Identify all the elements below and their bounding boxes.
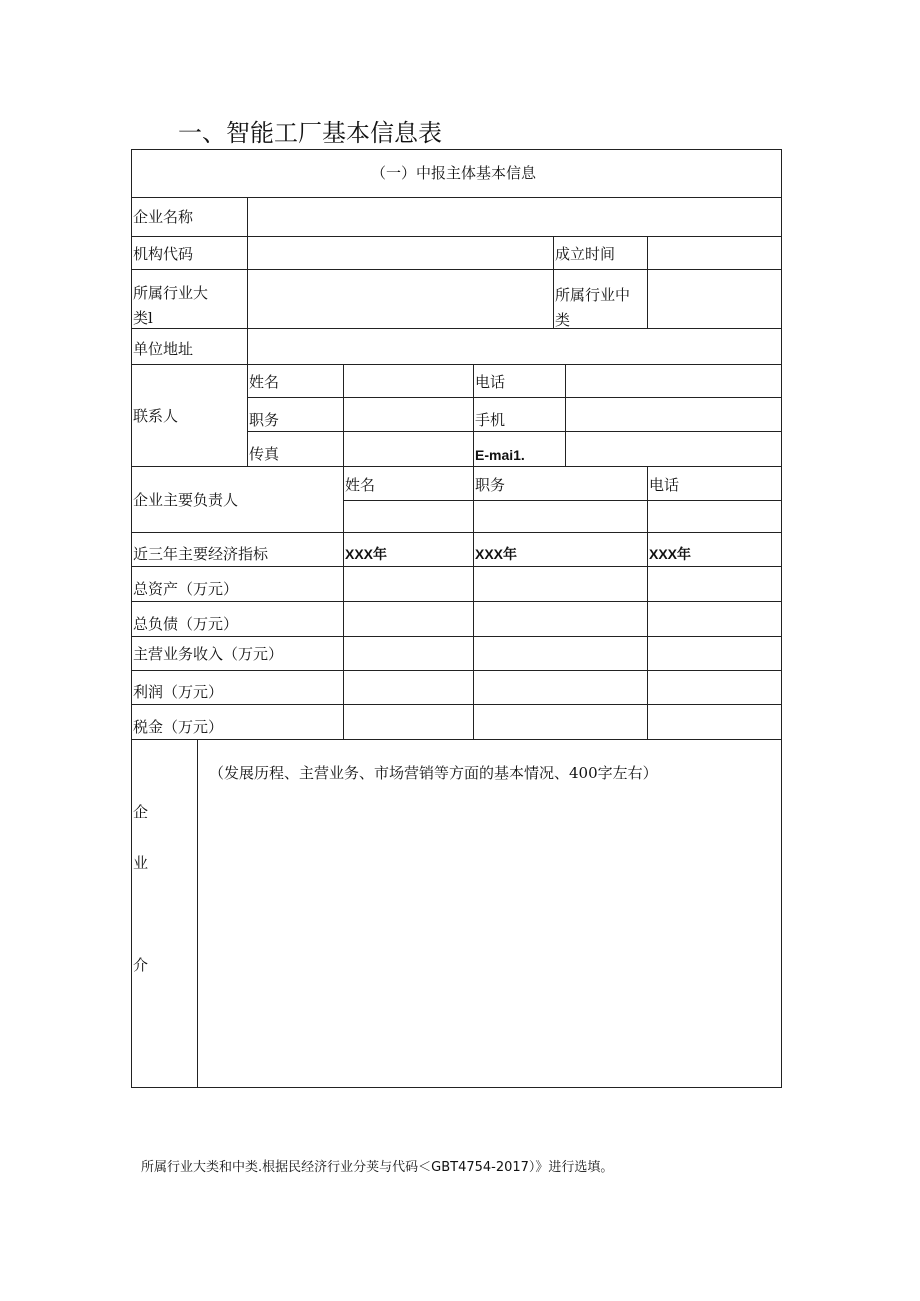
- row-divider: [247, 397, 782, 398]
- label-main-revenue: 主营业务收入（万元）: [133, 645, 284, 663]
- label-contact-mobile: 手机: [475, 411, 506, 429]
- row-divider: [247, 431, 782, 432]
- label-industry-mid: 所属行业中: [555, 286, 631, 304]
- intro-hint-text: （发展历程、主营业务、市场营销等方面的基本情况、400字左右）: [209, 764, 658, 782]
- label-contact: 联系人: [133, 407, 179, 425]
- section-header: （一）中报主体基本信息: [371, 164, 537, 182]
- row-divider: [131, 269, 782, 270]
- label-intro-char-2: 业: [133, 854, 149, 872]
- label-industry-major: 所属行业大: [133, 284, 209, 302]
- row-divider: [131, 601, 782, 602]
- label-tax: 税金（万元）: [133, 718, 224, 736]
- label-total-assets: 总资产（万元）: [133, 580, 239, 598]
- col-divider: [343, 466, 344, 740]
- row-divider: [131, 236, 782, 237]
- basic-info-form: [131, 149, 782, 1088]
- row-divider: [131, 328, 782, 329]
- table-border-left: [131, 149, 132, 1088]
- label-year-3: XXX年: [649, 546, 692, 562]
- label-profit: 利润（万元）: [133, 683, 224, 701]
- label-intro-char-1: 企: [133, 803, 149, 821]
- label-contact-email: E-mai1.: [475, 447, 525, 463]
- label-contact-position: 职务: [249, 411, 280, 429]
- row-divider: [343, 500, 782, 501]
- label-industry-major-cont: 类l: [133, 309, 153, 327]
- label-address: 单位地址: [133, 340, 194, 358]
- label-founded: 成立时间: [555, 245, 616, 263]
- col-divider: [647, 236, 648, 329]
- label-year-2: XXX年: [475, 546, 518, 562]
- table-border-right: [781, 149, 782, 1088]
- row-divider: [131, 197, 782, 198]
- col-divider: [647, 466, 648, 740]
- row-divider: [131, 364, 782, 365]
- row-divider: [131, 566, 782, 567]
- label-industry-mid-cont: 类: [555, 311, 571, 329]
- label-org-code: 机构代码: [133, 245, 194, 263]
- label-econ-indicators: 近三年主要经济指标: [133, 545, 269, 563]
- row-divider: [131, 636, 782, 637]
- row-divider: [131, 704, 782, 705]
- table-border-top: [131, 149, 782, 150]
- label-contact-name: 姓名: [249, 373, 280, 391]
- label-year-1: XXX年: [345, 546, 388, 562]
- page-title: 一、智能工厂基本信息表: [178, 119, 442, 147]
- label-contact-fax: 传真: [249, 445, 280, 463]
- label-leader: 企业主要负责人: [133, 491, 239, 509]
- col-divider: [197, 739, 198, 1088]
- label-leader-name: 姓名: [345, 476, 376, 494]
- col-divider: [473, 466, 474, 740]
- row-divider: [131, 739, 782, 740]
- col-divider: [565, 364, 566, 467]
- footnote: 所属行业大类和中类.根据民经济行业分荚与代码＜GBT4754-2017）》进行选填。: [141, 1160, 614, 1175]
- col-divider: [247, 197, 248, 365]
- label-total-liabilities: 总负债（万元）: [133, 615, 239, 633]
- label-company-name: 企业名称: [133, 208, 194, 226]
- row-divider: [131, 466, 782, 467]
- col-divider: [343, 364, 344, 467]
- row-divider: [131, 670, 782, 671]
- row-divider: [131, 532, 782, 533]
- col-divider: [247, 364, 248, 467]
- col-divider: [553, 236, 554, 329]
- label-contact-phone: 电话: [475, 373, 506, 391]
- col-divider: [473, 364, 474, 467]
- table-border-bottom: [131, 1087, 782, 1088]
- label-leader-phone: 电话: [649, 476, 680, 494]
- label-leader-position: 职务: [475, 476, 506, 494]
- label-intro-char-3: 介: [133, 956, 149, 974]
